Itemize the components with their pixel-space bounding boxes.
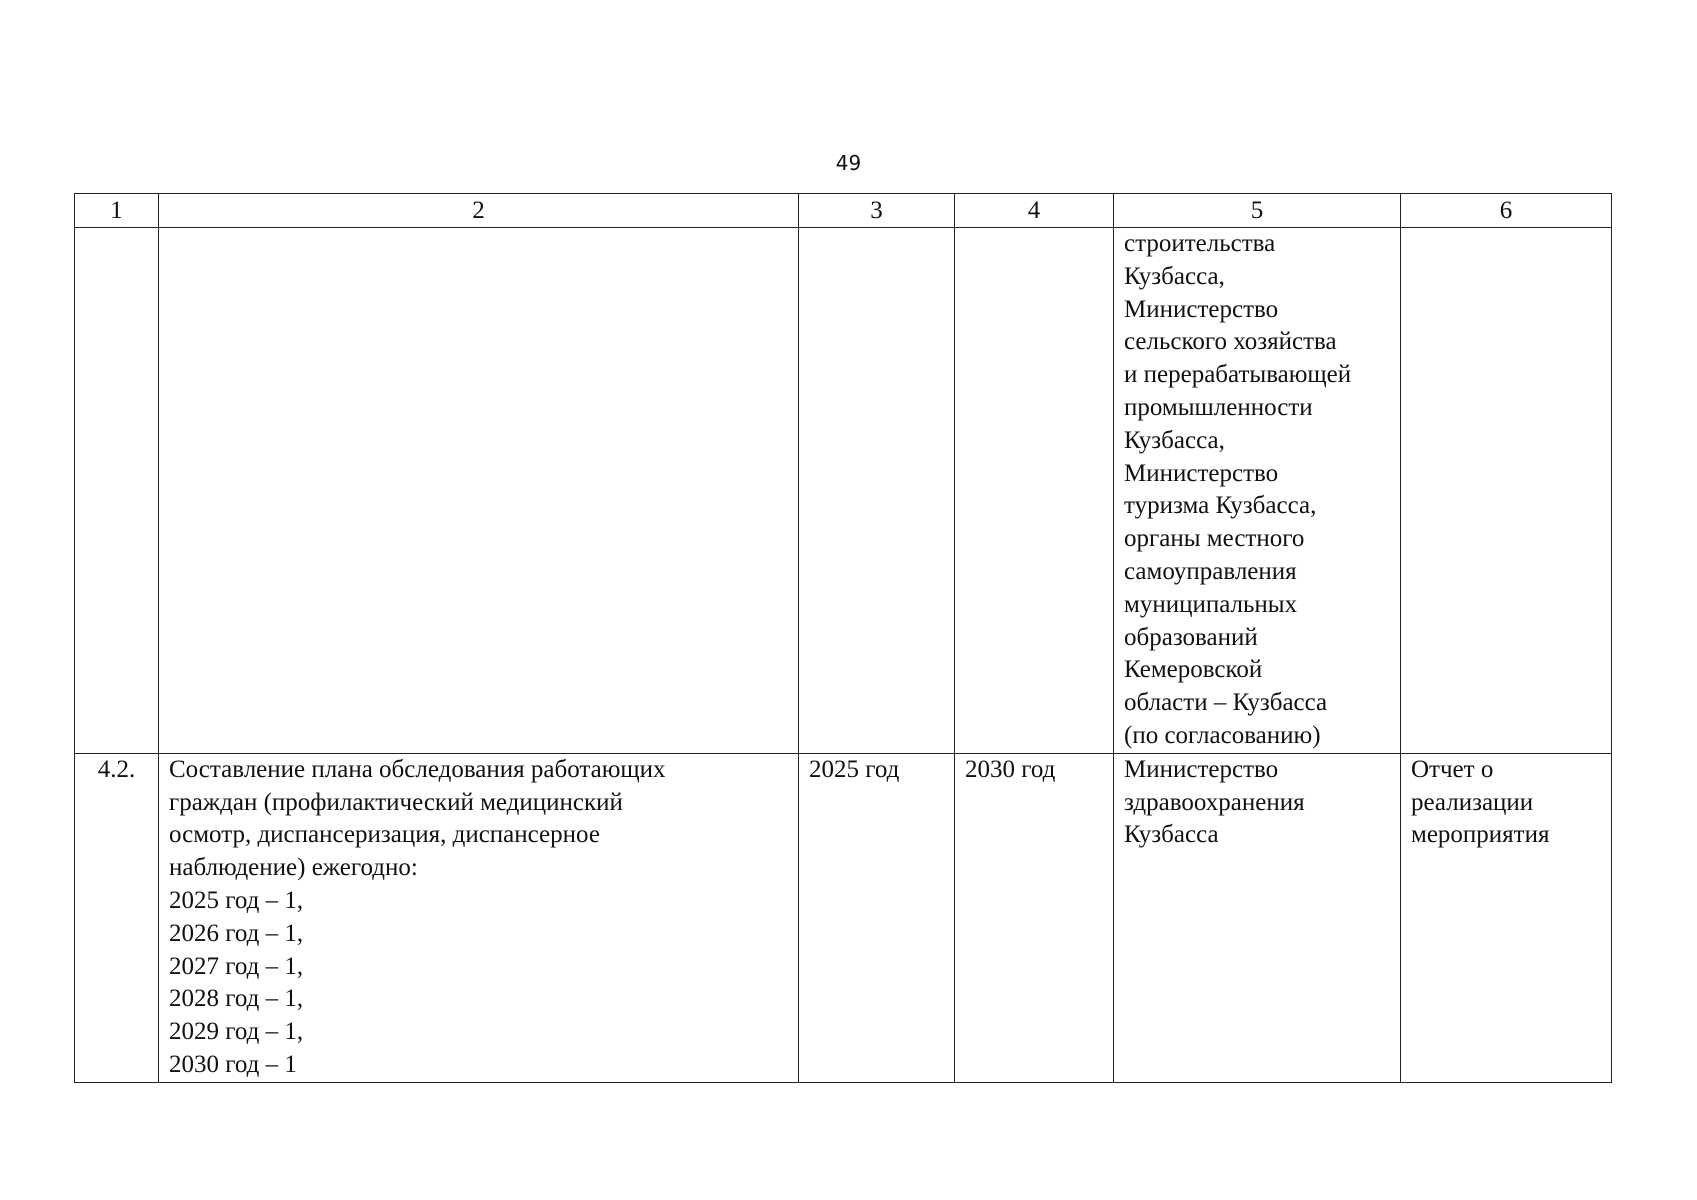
text-line: Министерство [1124, 295, 1279, 323]
cell-end-year: 2030 год [955, 753, 1114, 1082]
text-line: и перерабатывающей [1124, 361, 1352, 389]
text-line: Отчет о [1411, 755, 1494, 783]
text-line: 2030 год – 1 [169, 1050, 297, 1078]
text-line: 2029 год – 1, [169, 1018, 304, 1046]
page-number: 49 [835, 151, 862, 175]
text-line: граждан (профилактический медицинский [169, 788, 623, 816]
text-line: здравоохранения [1124, 788, 1305, 816]
text-line: осмотр, диспансеризация, диспансерное [169, 821, 600, 849]
text-line: 2026 год – 1, [169, 919, 304, 947]
table-row-continuation [75, 228, 1612, 754]
text-line: (по согласованию) [1124, 721, 1321, 749]
cell-description [159, 753, 799, 1082]
text-line: Составление плана обследования работающих [169, 755, 666, 783]
text-line: туризма Кузбасса, [1124, 492, 1317, 520]
text-line: муниципальных [1124, 590, 1298, 618]
text-line: образований [1124, 623, 1258, 651]
text-line: 2028 год – 1, [169, 985, 304, 1013]
cell-number-empty [75, 228, 159, 754]
text-line: области – Кузбасса [1124, 689, 1328, 717]
text-line: наблюдение) ежегодно: [169, 854, 418, 882]
text-line: 2025 год – 1, [169, 886, 304, 914]
text-line: органы местного [1124, 525, 1305, 553]
text-line: сельского хозяйства [1124, 328, 1337, 356]
column-number-4: 4 [955, 194, 1114, 228]
cell-item-number: 4.2. [75, 753, 159, 1082]
text-line: Министерство [1124, 459, 1279, 487]
cell-result [1401, 753, 1612, 1082]
cell-start-empty [799, 228, 955, 754]
column-number-3: 3 [799, 194, 955, 228]
cell-start-year: 2025 год [799, 753, 955, 1082]
text-line: Кузбасса [1124, 821, 1219, 849]
text-line: строительства [1124, 230, 1276, 257]
column-number-5: 5 [1114, 194, 1401, 228]
cell-description-empty [159, 228, 799, 754]
cell-responsible [1114, 753, 1401, 1082]
column-number-6: 6 [1401, 194, 1612, 228]
table-header-row [75, 194, 1612, 228]
text-line: Министерство [1124, 755, 1279, 783]
text-line: 2027 год – 1, [169, 952, 304, 980]
measures-table [74, 193, 1612, 1083]
text-line: самоуправления [1124, 557, 1297, 585]
text-line: мероприятия [1411, 821, 1550, 849]
text-line: промышленности [1124, 393, 1313, 421]
text-line: Кузбасса, [1124, 426, 1225, 454]
cell-end-empty [955, 228, 1114, 754]
text-line: Кузбасса, [1124, 262, 1225, 290]
column-number-1: 1 [75, 194, 159, 228]
text-line: реализации [1411, 788, 1534, 816]
cell-responsible-continued [1114, 228, 1401, 754]
cell-result-empty [1401, 228, 1612, 754]
text-line: Кемеровской [1124, 656, 1263, 684]
table-row-4-2 [75, 753, 1612, 1082]
column-number-2: 2 [159, 194, 799, 228]
